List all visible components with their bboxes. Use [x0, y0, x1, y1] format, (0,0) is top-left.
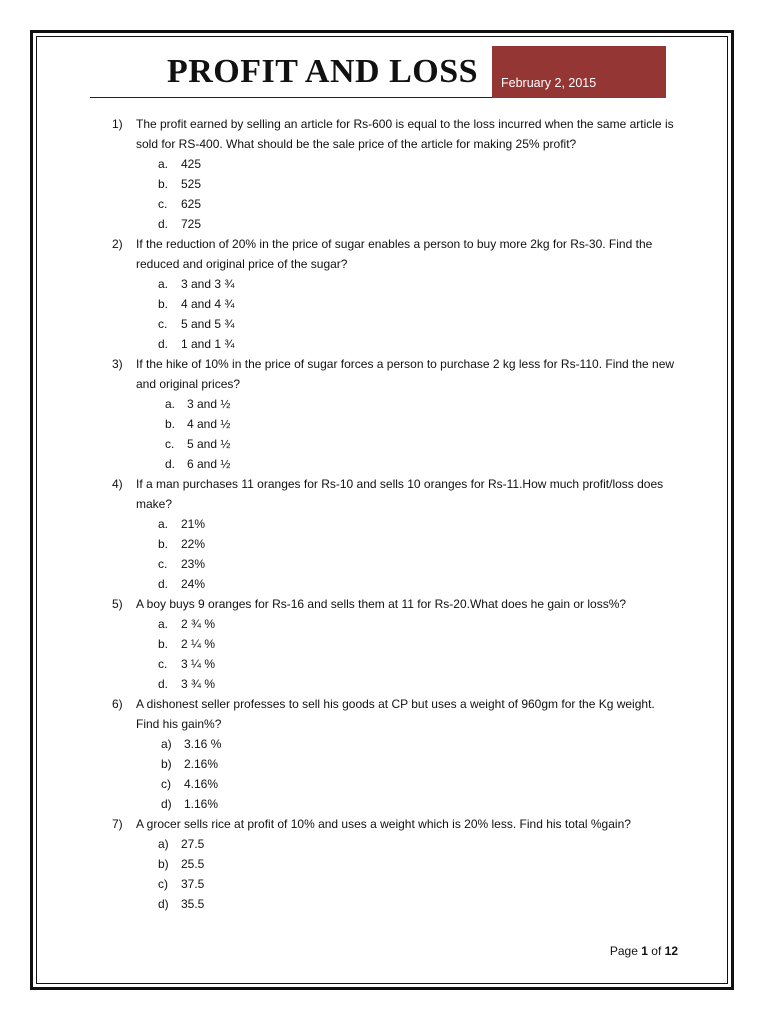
option-letter: c.: [158, 557, 168, 571]
option-d: [0, 214, 768, 234]
option-letter: d): [158, 897, 169, 911]
question-6: [0, 694, 768, 814]
date-box: [492, 46, 666, 98]
option-text: 5 and 5 ¾: [181, 317, 235, 331]
option-letter: a.: [165, 397, 176, 411]
option-letter: d.: [165, 457, 176, 471]
option-text: 4 and 4 ¾: [181, 297, 235, 311]
option-text: 3 ¼ %: [181, 657, 216, 671]
option-text: 2 ¼ %: [181, 637, 216, 651]
option-letter: a): [161, 737, 172, 751]
option-c: [0, 654, 768, 674]
option-text: 37.5: [181, 877, 205, 891]
option-list: [0, 614, 768, 694]
question-text: If the reduction of 20% in the price of sugar enables a person to buy more 2kg for Rs-30. Find the reduced and original price of the sugar?: [136, 237, 653, 271]
option-letter: a): [158, 837, 169, 851]
option-letter: d.: [158, 217, 169, 231]
question-4: [0, 474, 768, 594]
option-text: 4 and ½: [187, 417, 231, 431]
option-letter: a.: [158, 617, 169, 631]
question-7: [0, 814, 768, 914]
option-list: [0, 154, 768, 234]
option-text: 2.16%: [184, 757, 219, 771]
option-c: [0, 314, 768, 334]
option-b: [0, 534, 768, 554]
option-letter: d.: [158, 337, 169, 351]
question-number: 2): [112, 237, 123, 251]
option-d: [0, 674, 768, 694]
option-text: 3.16 %: [184, 737, 222, 751]
option-text: 525: [181, 177, 202, 191]
option-b: [0, 414, 768, 434]
option-letter: b.: [165, 417, 176, 431]
page-label: Page: [609, 944, 638, 958]
option-letter: b): [158, 857, 169, 871]
question-text: If the hike of 10% in the price of sugar forces a person to purchase 2 kg less for Rs-110. Find the new and original prices?: [136, 357, 675, 391]
question-number: 7): [112, 817, 123, 831]
option-text: 1 and 1 ¾: [181, 337, 235, 351]
option-letter: c.: [158, 317, 168, 331]
option-a: [0, 834, 768, 854]
question-1: [0, 114, 768, 234]
question-list: [0, 114, 768, 914]
option-text: 5 and ½: [187, 437, 231, 451]
option-b: [0, 854, 768, 874]
option-text: 425: [181, 157, 202, 171]
option-c: [0, 874, 768, 894]
question-text: A boy buys 9 oranges for Rs-16 and sells them at 11 for Rs-20.What does he gain or loss%?: [136, 597, 627, 611]
question-text: If a man purchases 11 oranges for Rs-10 and sells 10 oranges for Rs-11.How much profit/loss does make?: [136, 477, 664, 511]
date-text: February 2, 2015: [501, 76, 597, 90]
option-a: [0, 394, 768, 414]
option-b: [0, 294, 768, 314]
question-text: A grocer sells rice at profit of 10% and uses a weight which is 20% less. Find his total %gain?: [136, 817, 631, 831]
question-number: 6): [112, 697, 123, 711]
option-text: 24%: [181, 577, 206, 591]
option-text: 2 ¾ %: [181, 617, 216, 631]
option-text: 3 and 3 ¾: [181, 277, 235, 291]
header-rule: [90, 97, 495, 98]
option-text: 6 and ½: [187, 457, 231, 471]
option-letter: c): [158, 877, 168, 891]
question-text: A dishonest seller professes to sell his goods at CP but uses a weight of 960gm for the Kg weight. Find his gain%?: [136, 697, 655, 731]
option-a: [0, 154, 768, 174]
option-c: [0, 434, 768, 454]
option-letter: b.: [158, 297, 169, 311]
option-letter: d.: [158, 577, 169, 591]
option-text: 3 and ½: [187, 397, 231, 411]
option-text: 21%: [181, 517, 206, 531]
option-text: 23%: [181, 557, 206, 571]
option-list: [0, 394, 768, 474]
option-text: 1.16%: [184, 797, 219, 811]
page-title: PROFIT AND LOSS: [166, 53, 479, 90]
option-letter: d.: [158, 677, 169, 691]
option-list: [0, 734, 768, 814]
question-5: [0, 594, 768, 694]
page-number-footer: [560, 943, 678, 959]
option-a: [0, 514, 768, 534]
option-text: 625: [181, 197, 202, 211]
option-list: [0, 514, 768, 594]
question-number: 1): [112, 117, 123, 131]
option-letter: a.: [158, 157, 169, 171]
question-3: [0, 354, 768, 474]
option-d: [0, 334, 768, 354]
option-text: 25.5: [181, 857, 205, 871]
option-letter: a.: [158, 277, 169, 291]
question-text: The profit earned by selling an article for Rs-600 is equal to the loss incurred when the same article is sold for RS-400. What should be the sale price of the article for making 25% profit?: [136, 117, 674, 151]
current-page: 1: [641, 944, 648, 958]
option-letter: b.: [158, 177, 169, 191]
total-pages: 12: [664, 944, 678, 958]
option-letter: c.: [165, 437, 175, 451]
option-c: [0, 554, 768, 574]
option-d: [0, 454, 768, 474]
option-b: [0, 754, 768, 774]
option-text: 22%: [181, 537, 206, 551]
option-letter: d): [161, 797, 172, 811]
option-letter: a.: [158, 517, 169, 531]
question-2: [0, 234, 768, 354]
option-d: [0, 894, 768, 914]
option-list: [0, 274, 768, 354]
option-letter: b): [161, 757, 172, 771]
question-number: 3): [112, 357, 123, 371]
option-c: [0, 194, 768, 214]
option-letter: b.: [158, 537, 169, 551]
option-a: [0, 734, 768, 754]
option-list: [0, 834, 768, 914]
option-text: 27.5: [181, 837, 205, 851]
option-d: [0, 574, 768, 594]
option-a: [0, 274, 768, 294]
option-text: 4.16%: [184, 777, 219, 791]
question-number: 5): [112, 597, 123, 611]
option-text: 35.5: [181, 897, 205, 911]
option-text: 725: [181, 217, 202, 231]
option-letter: c.: [158, 657, 168, 671]
option-letter: c): [161, 777, 171, 791]
option-d: [0, 794, 768, 814]
option-letter: c.: [158, 197, 168, 211]
option-a: [0, 614, 768, 634]
of-label: of: [651, 944, 662, 958]
option-b: [0, 174, 768, 194]
option-b: [0, 634, 768, 654]
option-text: 3 ¾ %: [181, 677, 216, 691]
option-c: [0, 774, 768, 794]
question-number: 4): [112, 477, 123, 491]
option-letter: b.: [158, 637, 169, 651]
